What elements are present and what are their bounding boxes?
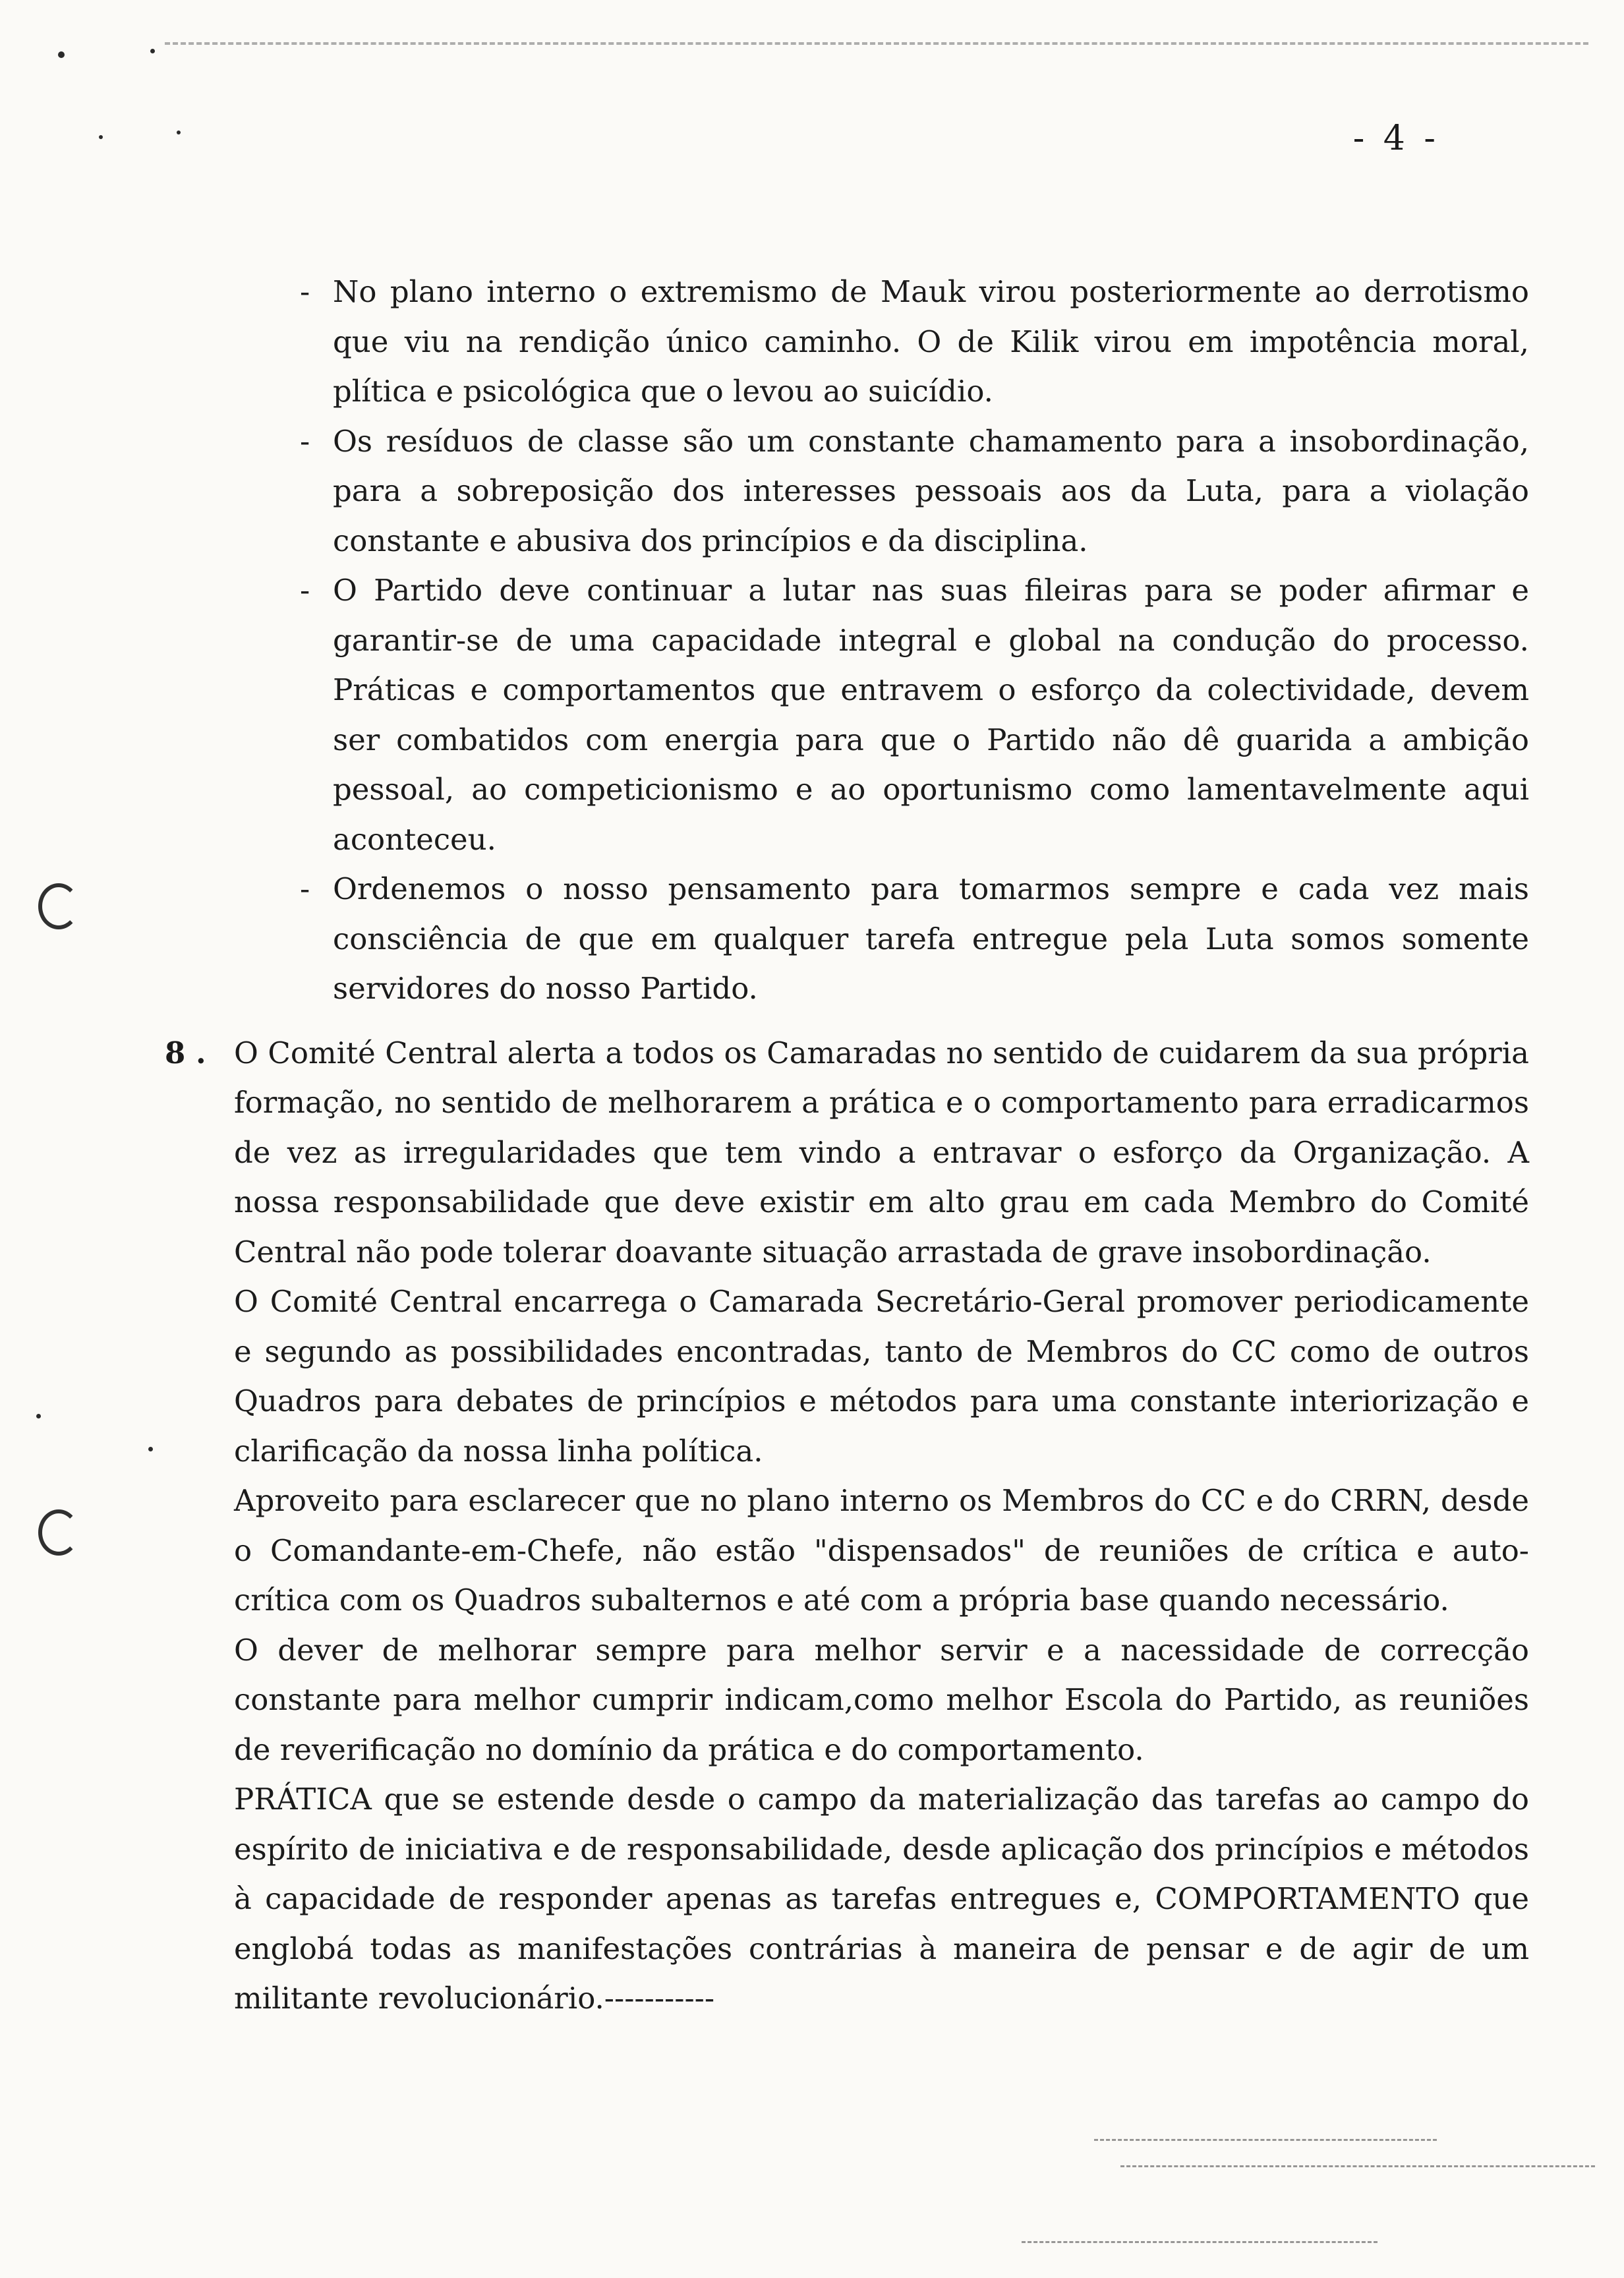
scan-speck [177,131,181,134]
section-number: 8 . [165,1035,206,1070]
paragraph: O Comité Central alerta a todos os Camaradas no sentido de cuidarem da sua própria formação, no sentido de melhorarem a prática e o comportamento para erradicarmos de vez as irregularidades que tem vindo a entravar o esforço da Organização. A nossa responsabilidade que deve existir em alto grau em cada Membro do Comité Central não pode tolerar doavante situação arrastada de grave insobordinação. [234,1035,1529,1270]
section-body [234,1028,1529,2024]
scan-speck [36,1414,41,1418]
list-item-text: Ordenemos o nosso pensamento para tomarmos sempre e cada vez mais consciência de que em qualquer tarefa entregue pela Luta somos somente servidores do nosso Partido. [333,871,1529,1006]
list-item [300,566,1529,864]
scan-speck [99,135,103,139]
scan-speck [150,49,155,53]
scan-bottom-dash [1022,2241,1378,2243]
list-bullet: - [300,274,310,309]
paragraph: O Comité Central encarrega o Camarada Secretário-Geral promover periodicamente e segundo as possibilidades encontradas, tanto de Membros do CC como de outros Quadros para debates de princípios e métodos para uma constante interiorização e clarificação da nossa linha política. [234,1284,1529,1469]
paragraph: O dever de melhorar sempre para melhor servir e a nacessidade de correcção constante para melhor cumprir indicam,como melhor Escola do Partido, as reuniões de reverificação no domínio da prática e do comportamento. [234,1632,1529,1767]
scan-speck [58,51,65,58]
page-number: - 4 - [1352,119,1439,158]
list-item [300,267,1529,417]
punch-hole-mark [38,1509,79,1556]
list-bullet: - [300,423,310,459]
list-item [300,864,1529,1014]
scan-bottom-dash [1094,2139,1437,2141]
list-item-text: No plano interno o extremismo de Mauk virou posteriormente ao derrotismo que viu na rendição único caminho. O de Kilik virou em impotência moral, plítica e psicológica que o levou ao suicídio. [333,274,1529,409]
section-8 [158,1028,1529,2024]
scan-speck [148,1447,153,1451]
list-item-text: Os resíduos de classe são um constante chamamento para a insobordinação, para a sobreposição dos interesses pessoais aos da Luta, para a violação constante e abusiva dos princípios e da disciplina. [333,423,1529,558]
list-item [300,417,1529,566]
list-bullet: - [300,573,310,608]
paragraph: Aproveito para esclarecer que no plano interno os Membros do CC e do CRRN, desde o Comandante-em-Chefe, não estão "dispensados" de reuniões de crítica e auto-crítica com os Quadros subalternos e até com a própria base quando necessário. [234,1483,1529,1618]
scan-top-rule [165,42,1588,45]
paragraph: PRÁTICA que se estende desde o campo da materialização das tarefas ao campo do espírito de iniciativa e de responsabilidade, desde aplicação dos princípios e métodos à capacidade de responder apenas as tarefas entregues e, COMPORTAMENTO que englobá todas as manifestações contrárias à maneira de pensar e de agir de um militante revolucionário.----------- [234,1782,1529,2016]
scan-bottom-dash [1120,2165,1595,2167]
document-body [158,267,1529,2024]
punch-hole-mark [38,883,79,929]
list-item-text: O Partido deve continuar a lutar nas suas fileiras para se poder afirmar e garantir-se de uma capacidade integral e global na condução do processo. Práticas e comportamentos que entravem o esforço da colectividade, devem ser combatidos com energia para que o Partido não dê guarida a ambição pessoal, ao competicionismo e ao oportunismo como lamentavelmente aqui aconteceu. [333,573,1529,857]
bullet-list [300,267,1529,1014]
list-bullet: - [300,871,310,906]
